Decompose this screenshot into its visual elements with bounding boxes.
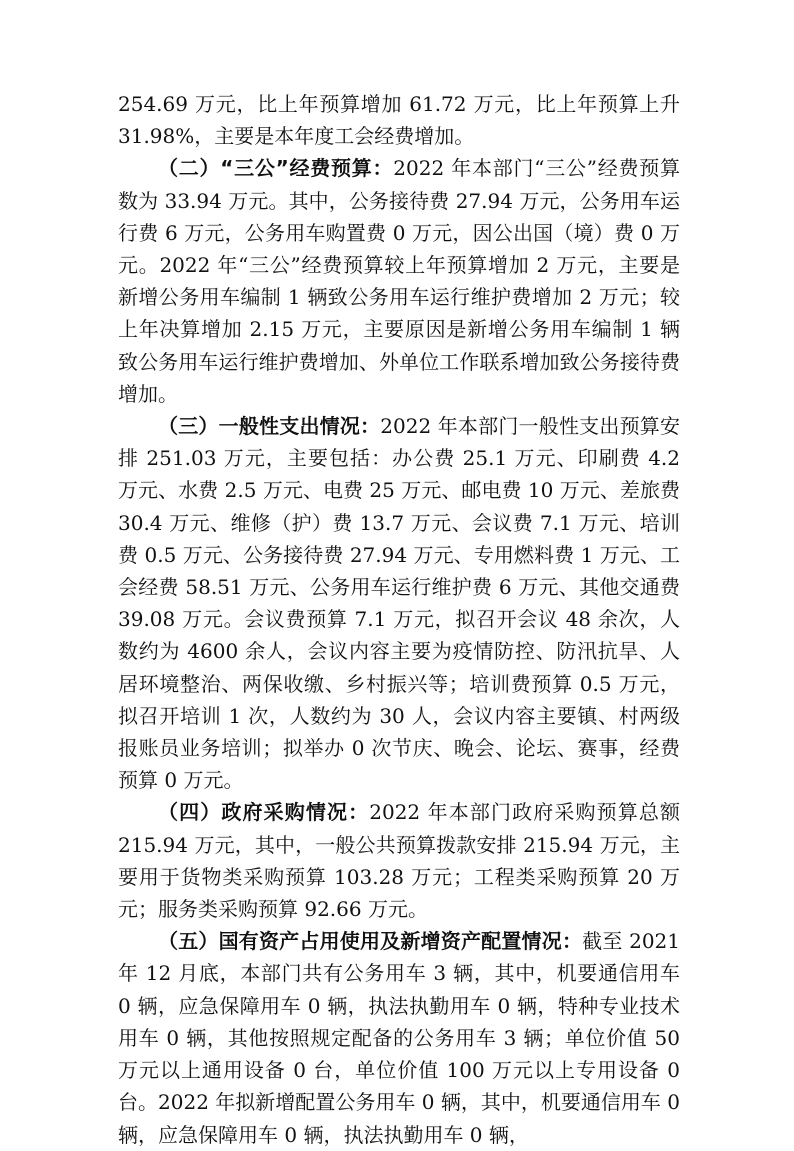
paragraph-text: 截至 2021 年 12 月底，本部门共有公务用车 3 辆，其中，机要通信用车 0 辆，应急保障用车 0 辆，执法执勤用车 0 辆，特种专业技术用车 0 辆，其他按照规定配备的公务用车 3 辆；单位价值 50 万元以上通用设备 0 台，单位价值 100 万元以上专用设备 0 台。2022 年拟新增配置公务用车 0 辆，其中，机要通信用车 0 辆，应急保障用车 0 辆，执法执勤用车 0 辆， — [118, 929, 681, 1147]
section-heading: （三）一般性支出情况： — [158, 414, 381, 439]
section-heading: （五）国有资产占用使用及新增资产配置情况： — [158, 929, 583, 954]
paragraph-state-assets — [118, 925, 680, 1150]
document-body — [118, 88, 680, 1151]
paragraph-three-public-budget — [118, 152, 680, 410]
paragraph-text: 2022 年本部门“三公”经费预算数为 33.94 万元。其中，公务接待费 27.94 万元，公务用车运行费 6 万元，公务用车购置费 0 万元，因公出国（境）费 0 万元。2022 年“三公”经费预算较上年预算增加 2 万元，主要是新增公务用车编制 1 辆致公务用车运行维护费增加 2 万元；较上年决算增加 2.15 万元，主要原因是新增公务用车编制 1 辆致公务用车运行维护费增加、外单位工作联系增加致公务接待费增加。 — [118, 156, 680, 406]
paragraph-text: 254.69 万元，比上年预算增加 61.72 万元，比上年预算上升 31.98%，主要是本年度工会经费增加。 — [118, 92, 680, 149]
paragraph-government-procurement — [118, 796, 680, 925]
section-heading: （二）“三公”经费预算： — [158, 156, 394, 181]
paragraph-text: 2022 年本部门政府采购预算总额 215.94 万元，其中，一般公共预算拨款安排 215.94 万元，主要用于货物类采购预算 103.28 万元；工程类采购预算 20 万元；服务类采购预算 92.66 万元。 — [118, 800, 680, 922]
paragraph-continuation — [118, 88, 680, 152]
paragraph-text: 2022 年本部门一般性支出预算安排 251.03 万元，主要包括：办公费 25.1 万元、印刷费 4.2 万元、水费 2.5 万元、电费 25 万元、邮电费 10 万元、差旅费 30.4 万元、维修（护）费 13.7 万元、会议费 7.1 万元、培训费 0.5 万元、公务接待费 27.94 万元、专用燃料费 1 万元、工会经费 58.51 万元、公务用车运行维护费 6 万元、其他交通费 39.08 万元。会议费预算 7.1 万元，拟召开会议 48 余次，人数约为 4600 余人，会议内容主要为疫情防控、防汛抗旱、人居环境整治、两保收缴、乡村振兴等；培训费预算 0.5 万元，拟召开培训 1 次，人数约为 30 人，会议内容主要镇、村两级报账员业务培训；拟举办 0 次节庆、晚会、论坛、赛事，经费预算 0 万元。 — [118, 414, 680, 793]
section-heading: （四）政府采购情况： — [158, 800, 370, 825]
paragraph-general-expenditure — [118, 410, 680, 796]
